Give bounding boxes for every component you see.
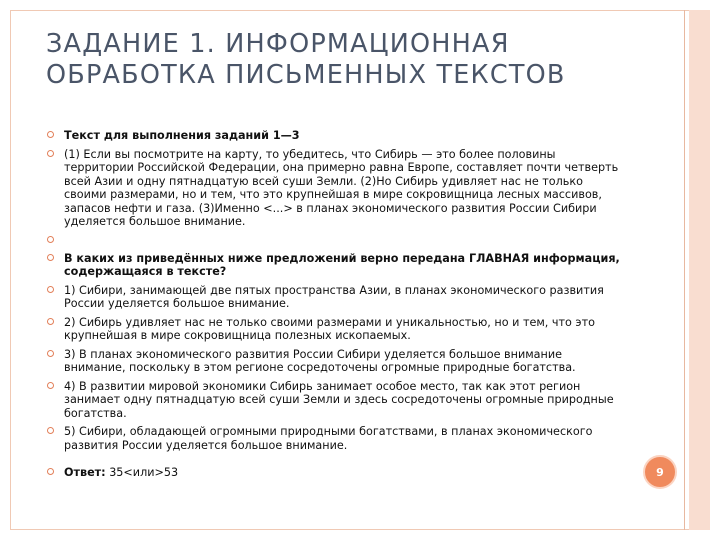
list-item-passage — [46, 148, 626, 229]
list-item-option-4 — [46, 380, 626, 421]
slide-content-list — [46, 129, 626, 485]
text-option: 5) Сибири, обладающей огромными природными богатствами, в планах экономического развития России уделяется большое внимание. — [64, 425, 593, 452]
page-number-badge: 9 — [643, 455, 677, 489]
bullet-circle-icon — [47, 131, 54, 138]
list-item-option-2 — [46, 316, 626, 343]
list-item-empty — [46, 234, 626, 247]
bullet-circle-icon — [47, 350, 54, 357]
bullet-circle-icon — [47, 468, 54, 475]
text-heading: Текст для выполнения заданий 1—3 — [64, 129, 300, 142]
right-border-line — [684, 10, 685, 530]
text-question: В каких из приведённых ниже предложений верно передана ГЛАВНАЯ информация, содержащаяся в тексте? — [64, 251, 620, 278]
list-item-option-5 — [46, 425, 626, 452]
bullet-circle-icon — [47, 236, 54, 243]
text-option: 2) Сибирь удивляет нас не только своими размерами и уникальностью, но и тем, что это крупнейшая в мире сокровищница полезных ископаемых. — [64, 315, 595, 342]
list-item-question — [46, 252, 626, 279]
text-passage: (1) Если вы посмотрите на карту, то убедитесь, что Сибирь — это более половины территории Российской Федерации, она примерно равна Европе, составляет почти четверть всей Азии и одну пятнадцатую всей суши Земли. (2)Но Сибирь удивляет нас не только своими размерами, но и тем, что это крупнейшая в мире сокровищница лесных массивов, запасов нефти и газа. (3)Именно <...> в планах экономического развития России Сибири уделяется большое внимание. — [64, 147, 619, 228]
answer-value: 35<или>53 — [109, 466, 179, 479]
list-item-option-1 — [46, 284, 626, 311]
slide-title: ЗАДАНИЕ 1. ИНФОРМАЦИОННАЯ ОБРАБОТКА ПИСЬМЕННЫХ ТЕКСТОВ — [46, 29, 566, 90]
bullet-circle-icon — [47, 286, 54, 293]
bullet-circle-icon — [47, 427, 54, 434]
list-item-heading — [46, 129, 626, 143]
text-option: 3) В планах экономического развития России Сибири уделяется большое внимание внимание, поскольку в этом регионе сосредоточены огромные природные богатства. — [64, 347, 576, 374]
text-option: 1) Сибири, занимающей две пятых пространства Азии, в планах экономического развития России уделяется большое внимание. — [64, 283, 604, 310]
bullet-circle-icon — [47, 254, 54, 261]
bullet-circle-icon — [47, 318, 54, 325]
text-option: 4) В развитии мировой экономики Сибирь занимает особое место, так как этот регион занимает одну пятнадцатую всей суши Земли и здесь сосредоточены огромные природные богатства. — [64, 379, 614, 420]
bullet-circle-icon — [47, 150, 54, 157]
bullet-circle-icon — [47, 382, 54, 389]
right-decorative-strip — [689, 10, 710, 530]
list-item-option-3 — [46, 348, 626, 375]
list-item-answer — [46, 466, 626, 480]
answer-label: Ответ: — [64, 466, 106, 479]
